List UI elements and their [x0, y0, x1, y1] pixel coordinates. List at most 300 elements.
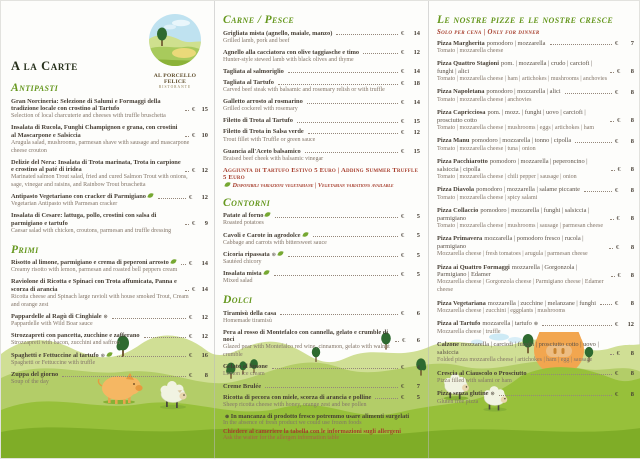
- frozen-product-icon: ⊛: [103, 314, 108, 320]
- currency-symbol: €: [401, 232, 405, 240]
- menu-item-description: Trout fillet with Truffle or green sauce: [223, 136, 316, 143]
- menu-item-price: 9: [204, 220, 208, 228]
- dot-leader: [117, 356, 186, 357]
- dolci-list: [223, 310, 420, 410]
- menu-item: [437, 235, 634, 258]
- restaurant-logo: [144, 13, 206, 89]
- menu-item-row: [11, 352, 208, 360]
- currency-symbol: €: [401, 394, 405, 402]
- pizze-list: [437, 40, 634, 407]
- menu-item-row: [223, 310, 420, 318]
- menu-item-description: Hunter-style stewed lamb with black olives and thyme: [223, 56, 354, 63]
- brand-tagline: RISTORANTE: [158, 85, 192, 89]
- menu-item-row: [11, 332, 208, 340]
- menu-item: [437, 158, 634, 181]
- menu-item: [11, 332, 208, 348]
- menu-item-name: Pizza Manu pomodoro | mozzarella | tonno | cipolla: [437, 137, 572, 145]
- currency-symbol: €: [192, 105, 196, 113]
- menu-item: [437, 390, 634, 406]
- dot-leader: [305, 152, 398, 153]
- menu-item-ingredients: pom. | mozzarella | crudo | carciofi | funghi | alici: [437, 60, 593, 75]
- menu-item-name: Cavoli e Carote in agrodolce: [223, 232, 309, 240]
- currency-symbol: €: [617, 166, 621, 174]
- currency-symbol: €: [189, 332, 193, 340]
- menu-item-row: [223, 394, 420, 402]
- menu-item: [11, 212, 208, 235]
- fold-line: [214, 1, 215, 458]
- menu-item-row: [437, 186, 634, 194]
- panel-a-la-carte: [11, 13, 208, 390]
- currency-symbol: €: [189, 371, 193, 379]
- contorni-list: [223, 212, 420, 286]
- menu-item-description: Soup of the day: [11, 379, 49, 386]
- menu-item-name: Insalata mista: [223, 270, 270, 278]
- menu-item-price: 15: [413, 117, 420, 125]
- menu-item-price: 8: [630, 243, 635, 251]
- page-title: A la Carte: [11, 59, 78, 73]
- menu-item-price: 12: [201, 166, 208, 174]
- menu-item-price: 16: [201, 352, 208, 360]
- dot-leader: [610, 219, 614, 220]
- menu-item-name: Insalata di Cesare: lattuga, pollo, crostini con salsa di parmigiano e tartufo: [11, 212, 157, 227]
- menu-item-name: Creme Brulée: [223, 382, 262, 390]
- dot-leader: [499, 395, 612, 396]
- truffle-notes: [223, 167, 420, 189]
- currency-symbol: €: [615, 391, 619, 399]
- menu-item-price: 4: [416, 363, 420, 371]
- dot-leader: [307, 103, 398, 104]
- antipasti-list: [11, 98, 208, 236]
- menu-item: [437, 341, 634, 364]
- leaf-icon: [277, 250, 283, 256]
- menu-item-ingredients: mozzarella | Gorgonzola | Parmigiano | Edamer: [437, 263, 578, 279]
- dot-leader: [158, 198, 186, 199]
- menu-item-name: Filetto di Trota al Tartufo: [223, 117, 293, 125]
- menu-item-row: [11, 159, 208, 174]
- menu-item-row: [437, 370, 634, 378]
- menu-item-name: Pizza al Tartufo mozzarella | tartufo ⊛: [437, 320, 539, 328]
- currency-symbol: €: [615, 187, 619, 194]
- currency-symbol: €: [401, 117, 405, 125]
- menu-item-name: Gran Norcineria: Selezione di Salumi e Formaggi della tradizione locale con crostino al Tartufo: [11, 97, 161, 113]
- menu-item: [223, 79, 420, 95]
- menu-item-price: 8: [630, 166, 634, 174]
- menu-item-row: [437, 264, 634, 279]
- menu-item-description: Mozzarella cheese | zucchini | eggplants | mushrooms: [437, 307, 566, 314]
- menu-item-price: 14: [413, 30, 420, 38]
- menu-item-description: Caesar salad with chicken, croutons, parmesan and truffle dressing: [11, 227, 172, 234]
- leaf-icon: [147, 193, 153, 199]
- menu-item-name: Raviolone di Ricotta e Spinaci con Trota affumicata, Panna e scorza di arancia: [11, 278, 177, 293]
- dot-leader: [609, 248, 613, 249]
- menu-item-row: [11, 98, 208, 113]
- menu-item-name: Tagliata al Tartufo: [223, 78, 274, 86]
- frozen-product-icon: ⊛: [490, 392, 495, 398]
- menu-item-name: Calzone mozzarella | carciofi | funghi | prosciutto cotto | uovo | salsiccia: [437, 341, 599, 356]
- menu-item-row: [223, 251, 420, 259]
- dot-leader: [395, 341, 399, 342]
- menu-item-row: [11, 212, 208, 227]
- currency-symbol: €: [401, 270, 405, 278]
- dot-leader: [185, 171, 189, 172]
- menu-item-price: 7: [630, 40, 634, 48]
- menu-item-price: 8: [630, 391, 634, 399]
- menu-item-description: Gluten free pizza: [437, 398, 479, 405]
- menu-item-price: 7: [416, 383, 420, 391]
- vegetarian-variations-note: Disponibili variazioni vegetariane | Vegetarian variations available: [223, 182, 420, 189]
- currency-symbol: €: [401, 129, 405, 137]
- menu-item-row: [437, 137, 634, 145]
- currency-symbol: €: [189, 352, 193, 360]
- menu-item: [437, 207, 634, 230]
- menu-item: [223, 310, 420, 326]
- menu-item-price: 18: [413, 79, 420, 87]
- menu-item-row: [437, 109, 634, 124]
- menu-item: [11, 193, 208, 209]
- menu-item: [11, 159, 208, 190]
- currency-symbol: €: [401, 383, 405, 391]
- menu-item-price: 8: [630, 187, 634, 194]
- menu-item-price: 5: [416, 251, 420, 259]
- currency-symbol: €: [401, 68, 405, 76]
- menu-item-row: [223, 128, 420, 136]
- dot-leader: [611, 276, 615, 277]
- menu-item-description: Tomato | mozzarella cheese: [437, 47, 504, 54]
- allergen-footnote-en: Ask the waiter for the allergen information table: [223, 434, 340, 441]
- menu-item-row: [11, 278, 208, 293]
- menu-item-row: [223, 49, 420, 57]
- frozen-product-icon: ⊛: [271, 252, 276, 258]
- menu-item-description: Glazed pear with Montefalco red wine, cinnamon, gelato with walnut crumble: [223, 344, 390, 359]
- menu-item-description: Tomato | mozzarella cheese | mushrooms | eggs | artichokes | ham: [437, 124, 595, 131]
- dot-leader: [600, 304, 612, 305]
- menu-item-name: Tiramisù della casa: [223, 309, 277, 317]
- menu-item-name: Cicoria ripassata ⊛: [223, 251, 284, 259]
- menu-item-row: [223, 79, 420, 87]
- dot-leader: [584, 191, 612, 192]
- dot-leader: [542, 325, 612, 326]
- menu-item-description: Arugula salad, mushrooms, parmesan shave with sausage and mascarpone cheese crouton: [11, 139, 190, 154]
- dot-leader: [313, 236, 398, 237]
- menu-item-name: Pizza Primavera mozzarella | pomodoro fresco | rucola | parmigiano: [437, 235, 584, 250]
- dot-leader: [363, 53, 398, 54]
- leaf-icon: [302, 231, 308, 237]
- menu-item: [437, 88, 634, 104]
- menu-item-row: [437, 40, 634, 48]
- menu-item-name: Pappardelle al Ragù di Cinghiale ⊛: [11, 312, 108, 320]
- currency-symbol: €: [401, 148, 405, 156]
- menu-item-name: Patate al forno: [223, 212, 271, 220]
- currency-symbol: €: [615, 370, 619, 378]
- menu-item: [11, 352, 208, 368]
- menu-item-row: [437, 207, 634, 222]
- currency-symbol: €: [401, 79, 405, 87]
- menu-item-price: 12: [627, 321, 634, 329]
- dot-leader: [112, 318, 186, 319]
- menu-item-description: Tomato | mozzarella cheese | chili pepper | sausage | onion: [437, 173, 577, 180]
- menu-item-description: Strozzapreti with bacon, zucchini and saffron: [11, 340, 120, 347]
- menu-item-name: Pizza Vegetariana mozzarella | zucchine | melanzane | funghi: [437, 299, 596, 307]
- currency-symbol: €: [189, 313, 193, 321]
- menu-item-row: [437, 300, 634, 308]
- currency-symbol: €: [401, 30, 405, 38]
- dot-leader: [185, 110, 189, 111]
- menu-item-price: 12: [413, 129, 420, 137]
- menu-item-description: Tomato | mozzarella cheese | ham | artichokes | mushrooms | anchovies: [437, 75, 608, 82]
- menu-item: [223, 383, 420, 391]
- menu-item-row: [223, 212, 420, 220]
- dot-leader: [611, 170, 615, 171]
- pizze-subtitle: Solo per cena | Only for dinner: [437, 28, 540, 36]
- menu-item-price: 8: [630, 138, 634, 146]
- dot-leader: [297, 122, 398, 123]
- menu-item-row: [223, 30, 420, 38]
- menu-item-price: 12: [201, 332, 208, 340]
- menu-item-price: 6: [416, 336, 420, 344]
- dot-leader: [185, 136, 189, 137]
- currency-symbol: €: [401, 49, 405, 57]
- menu-item-name: Guancia all'Aceto balsamico: [223, 147, 301, 155]
- menu-item-description: Folded pizza mozzarella cheese | artichokes | ham | egg | sausage: [437, 357, 593, 364]
- dot-leader: [288, 72, 398, 73]
- currency-symbol: €: [615, 89, 619, 97]
- menu-item-description: Grilled cockerel with rosemary: [223, 106, 298, 113]
- menu-item-price: 6: [416, 310, 420, 318]
- currency-symbol: €: [192, 132, 196, 140]
- menu-item-row: [437, 158, 634, 173]
- currency-symbol: €: [189, 259, 193, 267]
- dot-leader: [375, 398, 398, 399]
- menu-item-description: Mozzarella cheese | fresh tomatoes | arugula | parmesan cheese: [437, 251, 588, 258]
- menu-item: [437, 137, 634, 153]
- menu-item-price: 12: [201, 313, 208, 321]
- menu-item: [11, 313, 208, 329]
- menu-item-description: Mozzarella cheese | truffle: [437, 328, 501, 335]
- menu-item-description: Sautéed chicory: [223, 259, 262, 266]
- menu-item-description: Tomato | mozzarella cheese | spicy salami: [437, 194, 538, 201]
- menu-item-description: Selection of local charcuterie and cheeses with truffle bruschetta: [11, 113, 166, 120]
- menu-item-ingredients: pomodoro | mozzarella | tonno | cipolla: [471, 137, 572, 145]
- menu-item: [223, 128, 420, 144]
- section-heading-dolci: Dolci: [223, 294, 253, 307]
- menu-item-name: Pizza ai Quattro Formaggi mozzarella | Gorgonzola | Parmigiano | Edamer: [437, 263, 578, 279]
- menu-item-row: [223, 329, 420, 344]
- menu-item-name: Ricotta di pecora con miele, scorza di arancia e polline: [223, 393, 372, 401]
- menu-item-description: Cabbage and carrots with bittersweet sauce: [223, 239, 327, 246]
- menu-item: [223, 232, 420, 248]
- menu-item-name: Filetto di Trota in Salsa verde: [223, 128, 304, 136]
- currency-symbol: €: [401, 98, 405, 106]
- menu-item: [223, 49, 420, 65]
- menu-item-row: [11, 124, 208, 139]
- menu-item: [11, 124, 208, 155]
- menu-item: [223, 68, 420, 76]
- menu-item: [223, 30, 420, 46]
- menu-item-price: 8: [630, 349, 634, 357]
- currency-symbol: €: [616, 243, 620, 251]
- frozen-product-icon: ⊛: [100, 353, 105, 359]
- menu-item-row: [437, 320, 634, 328]
- menu-item: [437, 186, 634, 202]
- currency-symbol: €: [616, 349, 620, 357]
- menu-item-description: Tomato | mozzarella cheese | anchovies: [437, 96, 532, 103]
- dot-leader: [144, 337, 186, 338]
- dot-leader: [288, 256, 398, 257]
- menu-item: [11, 259, 208, 275]
- menu-item-price: 14: [201, 286, 208, 294]
- dot-leader: [278, 84, 398, 85]
- menu-item: [437, 320, 634, 336]
- dot-leader: [550, 44, 612, 45]
- currency-symbol: €: [189, 193, 193, 201]
- menu-item-price: 10: [201, 132, 208, 140]
- currency-symbol: €: [192, 286, 196, 294]
- menu-item-description: Marinated salmon Trout salad, fried and cured Salmon Trout with onions, sage, vinegar and raisins, and Rainbow Trout bruschetta: [11, 174, 188, 188]
- carne-pesce-list: [223, 30, 420, 164]
- menu-item: [223, 98, 420, 114]
- menu-item-row: [437, 235, 634, 250]
- menu-item-description: Braised beef cheek with balsamic vinegar: [223, 155, 324, 162]
- menu-item-description: Vegetarian Antipasto with Parmesan cracker: [11, 201, 118, 208]
- section-heading-pizze: Le nostre pizze e le nostre cresce: [437, 14, 614, 26]
- menu-item-description: Mozzarella cheese | Gorgonzola cheese | Parmigiano cheese | Edamer cheese: [437, 279, 604, 293]
- menu-item-row: [223, 148, 420, 156]
- menu-item-ingredients: pomodoro | mozzarella | alici: [486, 88, 561, 96]
- truffle-addition-note: Aggiunta di Tartufo Estivo 5 Euro | Adding Summer Truffle 5 Euro: [223, 166, 419, 181]
- menu-item-name: Risotto al limone, parmigiano e crema di peperoni arrosto: [11, 259, 177, 267]
- menu-item-name: Crescia al Ciauscolo o Prosciutto: [437, 369, 527, 377]
- menu-item-description: Roasted potatoes: [223, 220, 264, 227]
- menu-item: [223, 363, 420, 379]
- currency-symbol: €: [617, 68, 621, 76]
- dot-leader: [280, 314, 398, 315]
- menu-item-price: 8: [630, 370, 634, 378]
- menu-item: [437, 300, 634, 316]
- menu-item-description: Tomato | mozzarella cheese | tuna | onion: [437, 145, 536, 152]
- dot-leader: [575, 142, 612, 143]
- menu-item: [11, 98, 208, 121]
- menu-item-price: 8: [630, 215, 634, 223]
- menu-item-row: [223, 270, 420, 278]
- dot-leader: [610, 72, 614, 73]
- menu-item-name: Pizza Quattro Stagioni pom. | mozzarella | crudo | carciofi | funghi | alici: [437, 60, 593, 75]
- section-heading-primi: Primi: [11, 243, 39, 256]
- menu-item-name: Pizza Napoletana pomodoro | mozzarella | alici: [437, 88, 561, 96]
- currency-symbol: €: [401, 251, 405, 259]
- frozen-footnote-en: In the absence of fresh product we could use frozen foods: [223, 419, 362, 426]
- menu-item-ingredients: mozzarella | zucchine | melanzane | funghi: [487, 299, 596, 307]
- dot-leader: [308, 133, 398, 134]
- frozen-product-icon: ⊛: [225, 414, 230, 420]
- menu-item-name: Pera al rosso di Montefalco con cannella, gelato e crumble di noci: [223, 328, 389, 344]
- menu-item-price: 8: [630, 271, 634, 279]
- dot-leader: [185, 224, 189, 225]
- menu-item-ingredients: mozzarella | pomodoro fresco | rucola | parmigiano: [437, 235, 584, 250]
- section-heading-antipasti: Antipasti: [11, 82, 59, 94]
- menu-item-price: 8: [630, 300, 634, 308]
- menu-item-description: Pappardelle with Wild Boar sauce: [11, 321, 93, 328]
- menu-item-row: [223, 232, 420, 240]
- menu-item: [223, 117, 420, 125]
- menu-item-description: Pizza filled with salami or ham: [437, 377, 512, 384]
- currency-symbol: €: [192, 220, 196, 228]
- leaf-icon: [224, 181, 230, 187]
- menu-item: [223, 270, 420, 286]
- currency-symbol: €: [615, 321, 619, 329]
- dot-leader: [275, 217, 398, 218]
- menu-item-price: 8: [204, 371, 208, 379]
- dot-leader: [181, 264, 186, 265]
- leaf-icon: [263, 270, 269, 276]
- currency-symbol: €: [401, 363, 405, 371]
- menu-item-price: 15: [413, 148, 420, 156]
- allergen-footnote-it: Chiedere al cameriere la tabella con le informazioni sugli allergeni: [223, 427, 401, 435]
- section-heading-carne-pesce: Carne / Pesce: [223, 14, 295, 26]
- frozen-product-icon: ⊛: [533, 322, 539, 328]
- menu-item-row: [11, 313, 208, 321]
- menu-item-name: Grigliata mista (agnello, maiale, manzo): [223, 29, 333, 37]
- currency-symbol: €: [615, 40, 619, 48]
- dot-leader: [265, 387, 398, 388]
- leaf-icon: [265, 212, 271, 218]
- menu-item: [223, 212, 420, 228]
- logo-illustration: [148, 13, 202, 67]
- menu-item-ingredients: pomodoro | mozzarella | peperoncino | salsiccia | cipolla: [437, 158, 588, 173]
- menu-item-row: [223, 383, 420, 391]
- menu-item-ingredients: mozzarella | tartufo: [482, 320, 532, 328]
- currency-symbol: €: [192, 166, 196, 174]
- menu-item-description: Homemade tiramisù: [223, 317, 272, 324]
- menu-item-name: Spaghetti e Fettuccine al tartufo ⊛: [11, 352, 113, 360]
- currency-symbol: €: [616, 215, 620, 223]
- menu-item-name: Pizza Collaccio pomodoro | mozzarella | funghi | salsiccia | parmigiano: [437, 207, 590, 222]
- menu-item-price: 14: [413, 98, 420, 106]
- dot-leader: [610, 121, 614, 122]
- leaf-icon: [106, 351, 112, 357]
- currency-symbol: €: [401, 310, 405, 318]
- dot-leader: [565, 93, 612, 94]
- currency-symbol: €: [615, 138, 619, 146]
- currency-symbol: €: [617, 271, 621, 279]
- menu-item-ingredients: mozzarella | carciofi | funghi | prosciutto cotto | uovo | salsiccia: [437, 341, 599, 356]
- menu-item-price: 14: [201, 259, 208, 267]
- menu-item-description: Ricotta cheese and Spinach large ravioli with house smoked Trout, Cream and orange zest: [11, 293, 189, 308]
- menu-item-ingredients: pom. | mozz. | funghi | uovo | carciofi | prosciutto cotto: [437, 109, 586, 124]
- menu-item: [437, 60, 634, 83]
- menu-item-name: Strozzapreti con pancetta, zucchine e zafferano: [11, 332, 140, 340]
- dot-leader: [531, 374, 612, 375]
- menu-item: [437, 264, 634, 295]
- menu-item-price: 8: [630, 68, 634, 76]
- menu-item: [437, 40, 634, 56]
- menu-item-price: 12: [201, 193, 208, 201]
- menu-item-name: Pizza Pacchiarotto pomodoro | mozzarella | peperoncino | salsiccia | cipolla: [437, 158, 588, 173]
- menu-item-description: Tomato | mozzarella cheese | mushrooms | sausage | parmesan cheese: [437, 222, 603, 229]
- dot-leader: [185, 290, 189, 291]
- menu-item-price: 5: [416, 394, 420, 402]
- menu-item-row: [437, 390, 634, 398]
- menu-item-row: [437, 341, 634, 356]
- menu-item: [223, 148, 420, 164]
- currency-symbol: €: [617, 117, 621, 125]
- dot-leader: [272, 368, 398, 369]
- menu-item-row: [223, 117, 420, 125]
- menu-item-name: Pizza Capricciosa pom. | mozz. | funghi | uovo | carciofi | prosciutto cotto: [437, 109, 586, 124]
- menu-item-name: Agnello alla cacciatora con olive taggiasche e timo: [223, 48, 360, 56]
- brand-name: AL PORCELLO FELICE: [153, 73, 197, 85]
- menu-item-name: Pizza Diavola pomodoro | mozzarella | salame piccante: [437, 186, 580, 194]
- menu-item-description: Grilled lamb, pork and beef: [223, 37, 290, 44]
